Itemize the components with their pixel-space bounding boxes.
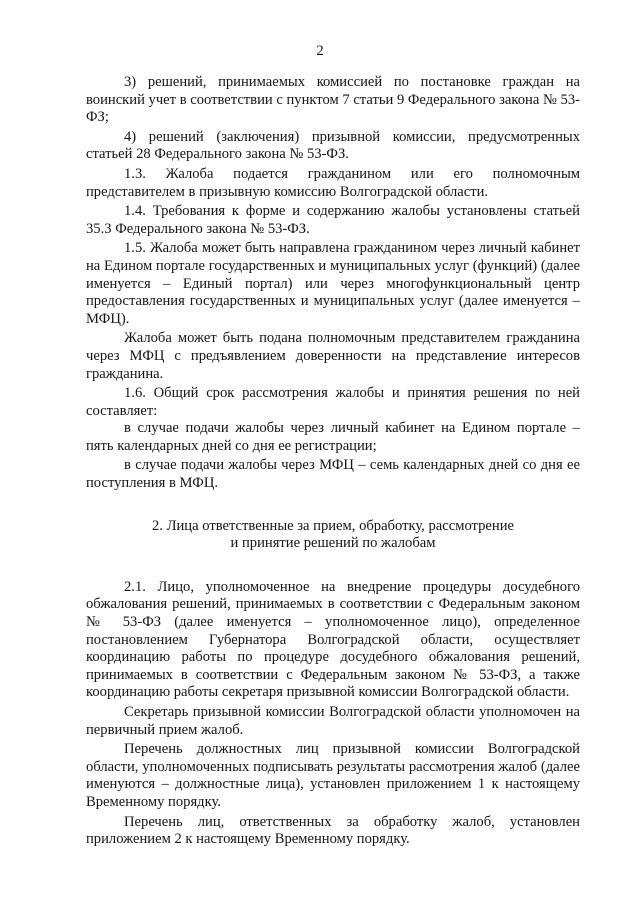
paragraph-item-3: 3) решений, принимаемых комиссией по постановке граждан на воинский учет в соответствии с пунктом 7 статьи 9 Федерального закона № 53-ФЗ; [86,74,580,126]
page-number: 2 [316,43,324,59]
section-heading [86,518,580,553]
paragraph-processors-list: Перечень лиц, ответственных за обработку жалоб, установлен приложением 2 к настоящему Временному порядку. [86,813,580,848]
paragraph-1-6: 1.6. Общий срок рассмотрения жалобы и принятия решения по ней составляет: [86,385,580,419]
paragraph-1-3: 1.3. Жалоба подается гражданином или его полномочным представителем в призывную комиссию Волгоградской области. [86,165,580,200]
paragraph-portal-term: в случае подачи жалобы через личный кабинет на Едином портале – пять календарных дней со дня ее регистрации; [86,420,580,454]
paragraph-mfc-term: в случае подачи жалобы через МФЦ – семь календарных дней со дня ее поступления в МФЦ. [86,457,580,492]
paragraph-1-5: 1.5. Жалоба может быть направлена гражданином через личный кабинет на Едином портале государственных и муниципальных услуг (функций) (далее именуется – Единый портал) или через многофункциональный центр предоставления государственных и муниципальных услуг (далее именуется – МФЦ). [86,240,580,327]
section-heading-line-2: и принятие решений по жалобам [230,535,436,552]
paragraph-secretary: Секретарь призывной комиссии Волгоградской области уполномочен на первичный прием жалоб. [86,704,580,738]
document-body [86,74,580,849]
paragraph-2-1: 2.1. Лицо, уполномоченное на внедрение процедуры досудебного обжалования решений, принимаемых в соответствии с Федеральным законом № 53-ФЗ (далее именуется – уполномоченное лицо), определенное постановлением Губернатора Волгоградской области, осуществляет координацию работы по процедуре досудебного обжалования решений, принимаемых в соответствии с Федеральным законом № 53-ФЗ, а также координацию работы секретаря призывной комиссии Волгоградской области. [86,578,580,701]
paragraph-officials-list: Перечень должностных лиц призывной комиссии Волгоградской области, уполномоченных подписывать результаты рассмотрения жалоб (далее именуются – должностные лица), установлен приложением 1 к настоящему Временному порядку. [86,741,580,810]
paragraph-1-4: 1.4. Требования к форме и содержанию жалобы установлены статьей 35.3 Федерального закона № 53-ФЗ. [86,203,580,237]
section-heading-line-1: 2. Лица ответственные за прием, обработку, рассмотрение [152,517,514,534]
paragraph-representative: Жалоба может быть подана полномочным представителем гражданина через МФЦ с предъявлением доверенности на представление интересов гражданина. [86,330,580,382]
paragraph-item-4: 4) решений (заключения) призывной комиссии, предусмотренных статьей 28 Федерального закона № 53-ФЗ. [86,128,580,163]
